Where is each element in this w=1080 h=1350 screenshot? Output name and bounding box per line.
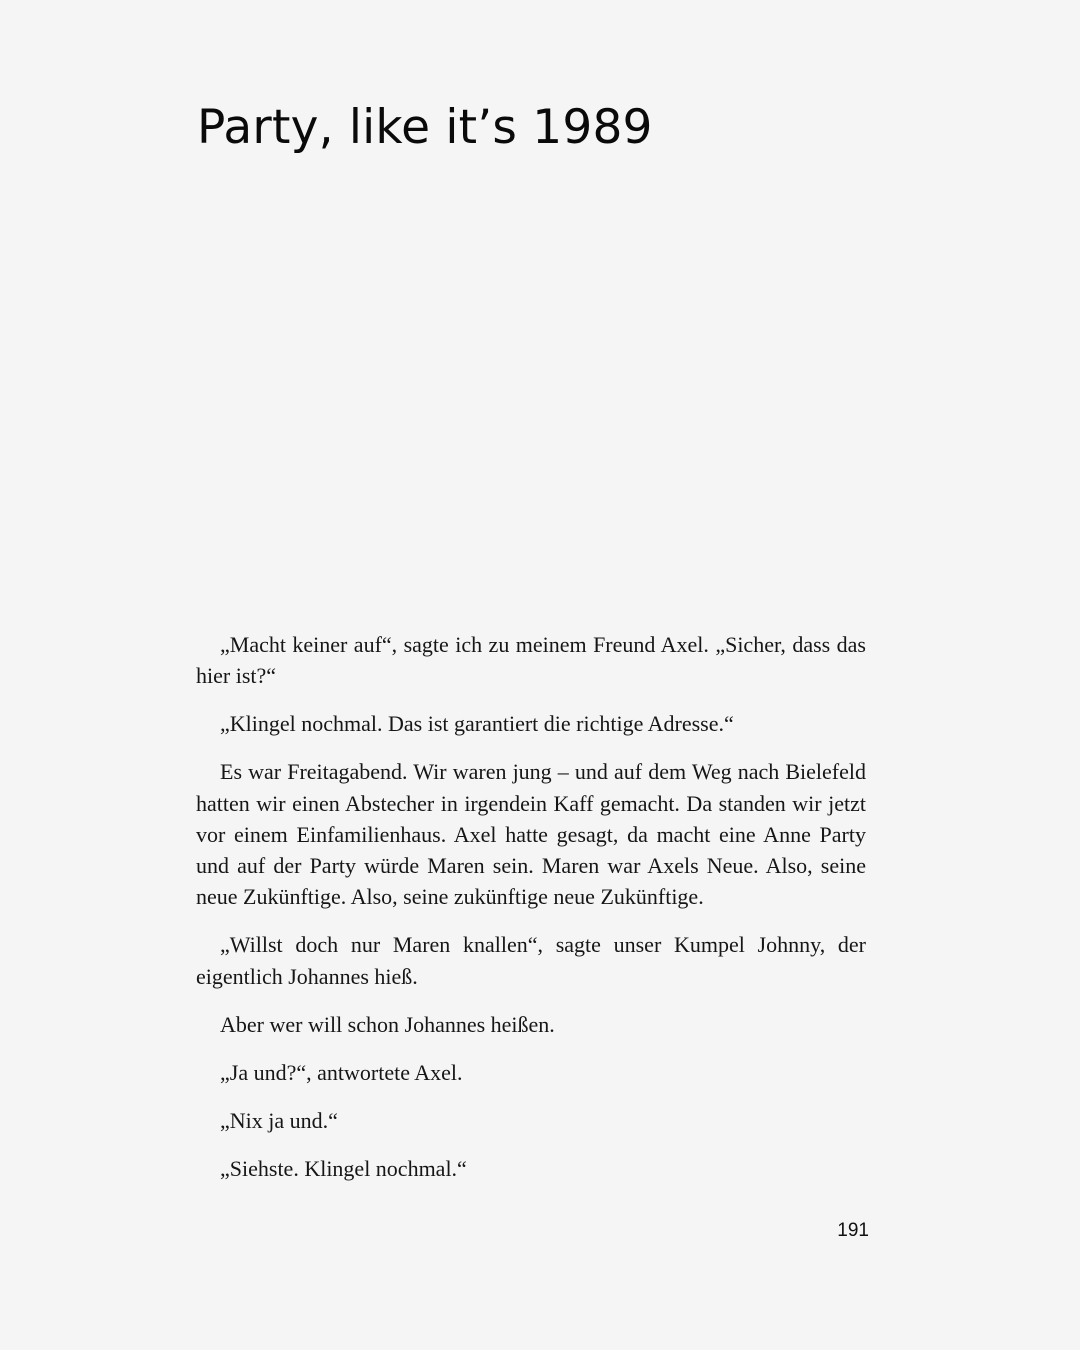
paragraph: „Siehste. Klingel nochmal.“	[220, 1155, 467, 1181]
body-text	[196, 629, 866, 1184]
paragraph: „Ja und?“, antwortete Axel.	[220, 1059, 463, 1085]
chapter-title: Party, like it’s 1989	[197, 100, 653, 155]
paragraph: Es war Freitagabend. Wir waren jung – und auf dem Weg nach Bielefeld hatten wir einen Abstecher in irgendein Kaff gemacht. Da standen wir jetzt vor einem Einfamilienhaus. Axel hatte gesagt, da macht eine Anne Party und auf der Party würde Maren sein. Maren war Axels Neue. Also, seine neue Zukünftige. Also, seine zukünftige neue Zukünftige.	[196, 759, 866, 910]
paragraph: Aber wer will schon Johannes heißen.	[220, 1011, 555, 1037]
paragraph: „Macht keiner auf“, sagte ich zu meinem Freund Axel. „Sicher, dass das hier ist?“	[196, 632, 866, 689]
paragraph: „Nix ja und.“	[220, 1107, 338, 1133]
paragraph: „Klingel nochmal. Das ist garantiert die richtige Adresse.“	[220, 711, 734, 737]
page-number: 191	[837, 1220, 869, 1241]
paragraph: „Willst doch nur Maren knallen“, sagte unser Kumpel Johnny, der eigentlich Johannes hieß.	[196, 932, 866, 989]
